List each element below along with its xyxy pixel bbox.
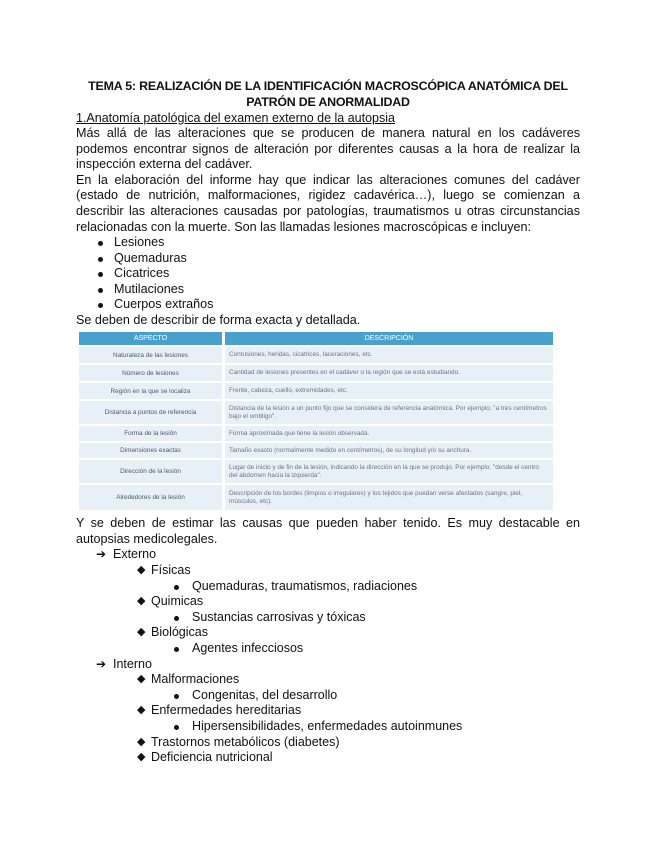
- table-cell-description: Forma aproximada que tiene la lesión observada.: [225, 426, 553, 441]
- table-header-row: [79, 332, 553, 345]
- table-cell-aspect: Número de lesiones: [79, 365, 222, 381]
- list-item: Mutilaciones: [101, 282, 580, 298]
- dot-bullet-icon: [174, 647, 179, 652]
- dot-bullet-icon: [174, 585, 179, 590]
- outline-label: Congenitas, del desarrollo: [192, 687, 338, 702]
- paragraph: Y se deben de estimar las causas que pueden haber tenido. Es muy destacable en autopsias medicolegales.: [76, 516, 580, 546]
- paragraph: Más allá de las alteraciones que se producen de manera natural en los cadáveres podemos encontrar signos de alteración por diferentes causas a la hora de realizar la inspección externa del cadáver.: [76, 126, 580, 172]
- outline-label: Interno: [113, 656, 152, 671]
- table-row: [79, 485, 553, 510]
- table-row: [79, 401, 553, 424]
- dot-bullet-icon: [174, 725, 179, 730]
- outline-label: Sustancias carrosivas y tóxicas: [192, 609, 366, 624]
- arrow-right-icon: ➔: [96, 656, 107, 671]
- table-cell-description: Frente, cabeza, cuello, extremidades, etc.: [225, 383, 553, 399]
- lesion-type-list: [76, 235, 580, 313]
- outline-level2-item: [76, 594, 580, 610]
- table-cell-aspect: Forma de la lesión: [79, 426, 222, 441]
- list-item: Quemaduras: [101, 251, 580, 267]
- causes-outline: [76, 547, 580, 765]
- paragraph: Se deben de describir de forma exacta y detallada.: [76, 312, 361, 327]
- table-cell-aspect: Región en la que se localiza: [79, 383, 222, 399]
- paragraph: En la elaboración del informe hay que indicar las alteraciones comunes del cadáver (estado de nutrición, malformaciones, rigidez cadavérica…), luego se comienzan a describir las alteraciones causadas por patologías, traumatismos u otras circunstancias relacionadas con la muerte. Son las llamadas lesiones macroscópicas e incluyen:: [76, 172, 580, 234]
- dot-bullet-icon: [174, 694, 179, 699]
- table-row: [79, 460, 553, 483]
- outline-label: Hipersensibilidades, enfermedades autoinmunes: [192, 718, 463, 733]
- outline-label: Malformaciones: [151, 672, 240, 687]
- table-cell-description: Tamaño exacto (normalmente medido en centímetros), de su longitud y/o su anchura.: [225, 443, 553, 458]
- arrow-right-icon: ➔: [96, 547, 107, 562]
- outline-level2-item: [76, 672, 580, 688]
- table-cell-description: Lugar de inicio y de fin de la lesión, indicando la dirección en la que se produjo. Por ejemplo: "desde el centro del abdomen hacia la izquierda".: [225, 460, 553, 483]
- outline-level2-item: [76, 750, 580, 766]
- table-cell-aspect: Dirección de la lesión: [79, 460, 222, 483]
- outline-level3-item: [76, 719, 580, 735]
- table-cell-aspect: Naturaleza de las lesiones: [79, 347, 222, 363]
- diamond-bullet-icon: ◆: [137, 673, 146, 686]
- table-cell-aspect: Dimensiones exactas: [79, 443, 222, 458]
- table-row: [79, 365, 553, 381]
- outline-level3-item: [76, 688, 580, 704]
- outline-level1-interno: [76, 657, 580, 673]
- outline-label: Biológicas: [151, 625, 208, 640]
- table-cell-description: Contusiones, heridas, cicatrices, laceraciones, etc.: [225, 347, 553, 363]
- dot-bullet-icon: [174, 616, 179, 621]
- outline-level2-item: [76, 735, 580, 751]
- diamond-bullet-icon: ◆: [137, 735, 146, 748]
- diamond-bullet-icon: ◆: [137, 626, 146, 639]
- table-cell-aspect: Alrededores de la lesión: [79, 485, 222, 510]
- diamond-bullet-icon: ◆: [137, 564, 146, 577]
- outline-label: Deficiencia nutricional: [151, 750, 273, 765]
- outline-label: Agentes infecciosos: [192, 641, 304, 655]
- table-cell-description: Cantidad de lesiones presentes en el cadáver o la región que se está estudiando.: [225, 365, 553, 381]
- document-page: [76, 78, 580, 766]
- lesion-description-table: [76, 330, 556, 512]
- diamond-bullet-icon: ◆: [137, 704, 146, 717]
- outline-level2-item: [76, 625, 580, 641]
- table-header-description: DESCRIPCIÓN: [225, 332, 553, 345]
- outline-level2-item: [76, 703, 580, 719]
- outline-level1-externo: [76, 547, 580, 563]
- table-cell-description: Distancia de la lesión a un punto fijo que se considera de referencia anatómica. Por ejemplo: "a tres centímetros bajo el ombligo".: [225, 401, 553, 424]
- table-header-aspect: ASPECTO: [79, 332, 222, 345]
- table-row: [79, 347, 553, 363]
- diamond-bullet-icon: ◆: [137, 595, 146, 608]
- list-item: Cicatrices: [101, 266, 580, 282]
- outline-label: Físicas: [151, 563, 191, 578]
- table-cell-description: Descripción de los bordes (limpios o irregulares) y los tejidos que puedan verse afectados (sangre, piel, músculos, etc).: [225, 485, 553, 510]
- outline-level3-item: [76, 610, 580, 626]
- outline-label: Enfermedades hereditarias: [151, 703, 302, 718]
- diamond-bullet-icon: ◆: [137, 751, 146, 764]
- document-title: TEMA 5: REALIZACIÓN DE LA IDENTIFICACIÓN MACROSCÓPICA ANATÓMICA DEL PATRÓN DE ANORMALIDAD: [88, 79, 568, 109]
- section-heading: 1.Anatomía patológica del examen externo de la autopsia: [76, 111, 395, 125]
- outline-level3-item: [76, 641, 580, 657]
- outline-label: Quimicas: [151, 594, 204, 609]
- outline-label: Quemaduras, traumatismos, radiaciones: [192, 578, 418, 593]
- outline-label: Externo: [113, 547, 157, 562]
- table-row: [79, 443, 553, 458]
- table-cell-aspect: Distancia a puntos de referencia: [79, 401, 222, 424]
- outline-label: Trastornos metabólicos (diabetes): [151, 734, 340, 749]
- table-row: [79, 426, 553, 441]
- outline-level2-item: [76, 563, 580, 579]
- outline-level3-item: [76, 579, 580, 595]
- list-item: Lesiones: [101, 235, 580, 251]
- list-item: Cuerpos extraños: [101, 297, 580, 313]
- table-row: [79, 383, 553, 399]
